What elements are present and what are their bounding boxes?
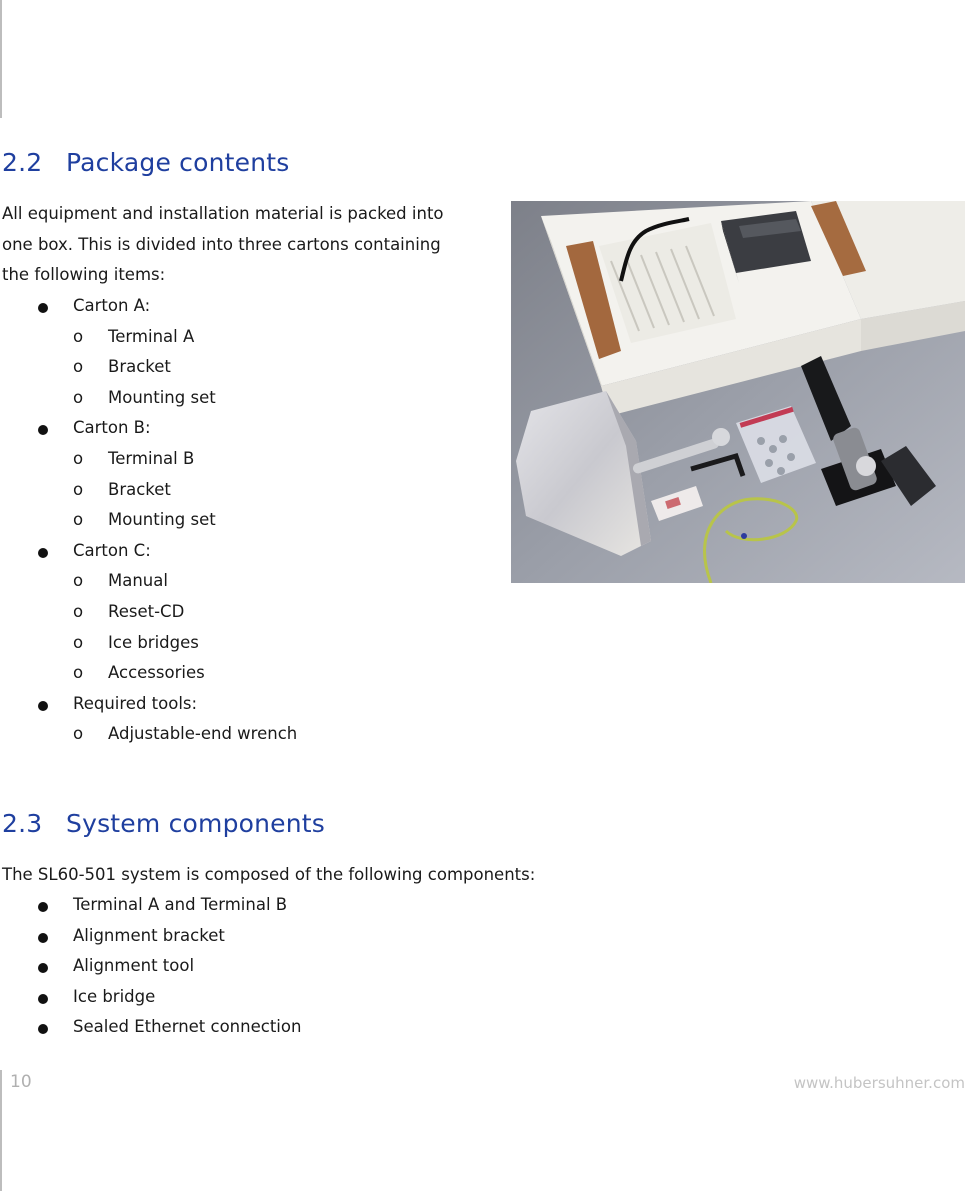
- list-item: [0, 951, 301, 982]
- sub-list-item-label: Reset-CD: [108, 601, 185, 621]
- sub-list-item-label: Bracket: [108, 479, 171, 499]
- list-item-label: Carton A:: [73, 296, 151, 315]
- sub-list-item: [0, 658, 297, 689]
- list-item: [0, 689, 297, 720]
- list-item-label: Alignment tool: [73, 956, 195, 976]
- sub-list-item: [0, 628, 297, 659]
- section-heading-package-contents: [2, 148, 290, 177]
- margin-rule-bottom: [0, 1070, 2, 1191]
- list-item-label: Sealed Ethernet connection: [73, 1017, 302, 1037]
- package-contents-intro: All equipment and installation material is packed into one box. This is divided into three cartons containing the following items:: [2, 204, 444, 285]
- list-item-label: Carton B:: [73, 418, 151, 438]
- sub-list-item-label: Accessories: [108, 663, 205, 683]
- list-item-label: Required tools:: [73, 693, 198, 713]
- bullet-icon: [38, 701, 48, 711]
- bullet-icon: [38, 425, 48, 435]
- sub-list-item: [0, 475, 297, 506]
- sub-list-item: [0, 444, 297, 475]
- sub-list-item-label: Ice bridges: [108, 632, 199, 652]
- section-heading-system-components: [2, 809, 325, 838]
- sub-list-item: [0, 383, 297, 414]
- sub-list-item: [0, 505, 297, 536]
- system-components-intro: The SL60-501 system is composed of the following components:: [2, 865, 536, 884]
- circle-bullet-icon: o: [73, 601, 84, 621]
- circle-bullet-icon: o: [73, 632, 84, 652]
- bullet-icon: [38, 963, 48, 973]
- bullet-icon: [38, 548, 48, 558]
- section-number: 2.3: [2, 809, 43, 838]
- bullet-icon: [38, 1024, 48, 1034]
- sub-list-item-label: Terminal A: [108, 326, 195, 346]
- sub-list-item-label: Terminal B: [108, 448, 195, 468]
- circle-bullet-icon: o: [73, 357, 84, 377]
- list-item-label: Terminal A and Terminal B: [73, 895, 288, 914]
- sub-list-item-label: Mounting set: [108, 510, 216, 530]
- list-item: [0, 1012, 301, 1043]
- section-title: Package contents: [66, 148, 290, 177]
- circle-bullet-icon: o: [73, 724, 84, 744]
- list-item: [0, 536, 297, 567]
- sub-list-item-label: Adjustable-end wrench: [108, 724, 298, 744]
- sub-list-item: [0, 322, 297, 353]
- circle-bullet-icon: o: [73, 571, 84, 591]
- section-number: 2.2: [2, 148, 43, 177]
- page-number: 10: [10, 1072, 32, 1092]
- bullet-icon: [38, 994, 48, 1004]
- sub-list-item-label: Manual: [108, 571, 168, 591]
- list-item-label: Ice bridge: [73, 986, 156, 1006]
- margin-rule-top: [0, 0, 2, 118]
- circle-bullet-icon: o: [73, 663, 84, 683]
- package-contents-photo: [511, 201, 965, 583]
- list-item: [0, 982, 301, 1013]
- circle-bullet-icon: o: [73, 326, 84, 346]
- package-contents-list: [0, 291, 297, 750]
- circle-bullet-icon: o: [73, 387, 84, 407]
- list-item: [0, 890, 301, 921]
- list-item: [0, 413, 297, 444]
- section-title: System components: [66, 809, 326, 838]
- list-item-label: Carton C:: [73, 540, 151, 560]
- list-item: [0, 921, 301, 952]
- circle-bullet-icon: o: [73, 479, 84, 499]
- bullet-icon: [38, 902, 48, 912]
- list-item: [0, 291, 297, 322]
- system-components-list: [0, 890, 301, 1043]
- sub-list-item: [0, 719, 297, 750]
- sub-list-item: [0, 597, 297, 628]
- sub-list-item-label: Bracket: [108, 357, 171, 377]
- bullet-icon: [38, 933, 48, 943]
- circle-bullet-icon: o: [73, 448, 84, 468]
- circle-bullet-icon: o: [73, 510, 84, 530]
- sub-list-item: [0, 566, 297, 597]
- list-item-label: Alignment bracket: [73, 925, 225, 945]
- bullet-icon: [38, 303, 48, 313]
- sub-list-item: [0, 352, 297, 383]
- footer-website: www.hubersuhner.com: [793, 1074, 965, 1092]
- sub-list-item-label: Mounting set: [108, 387, 216, 407]
